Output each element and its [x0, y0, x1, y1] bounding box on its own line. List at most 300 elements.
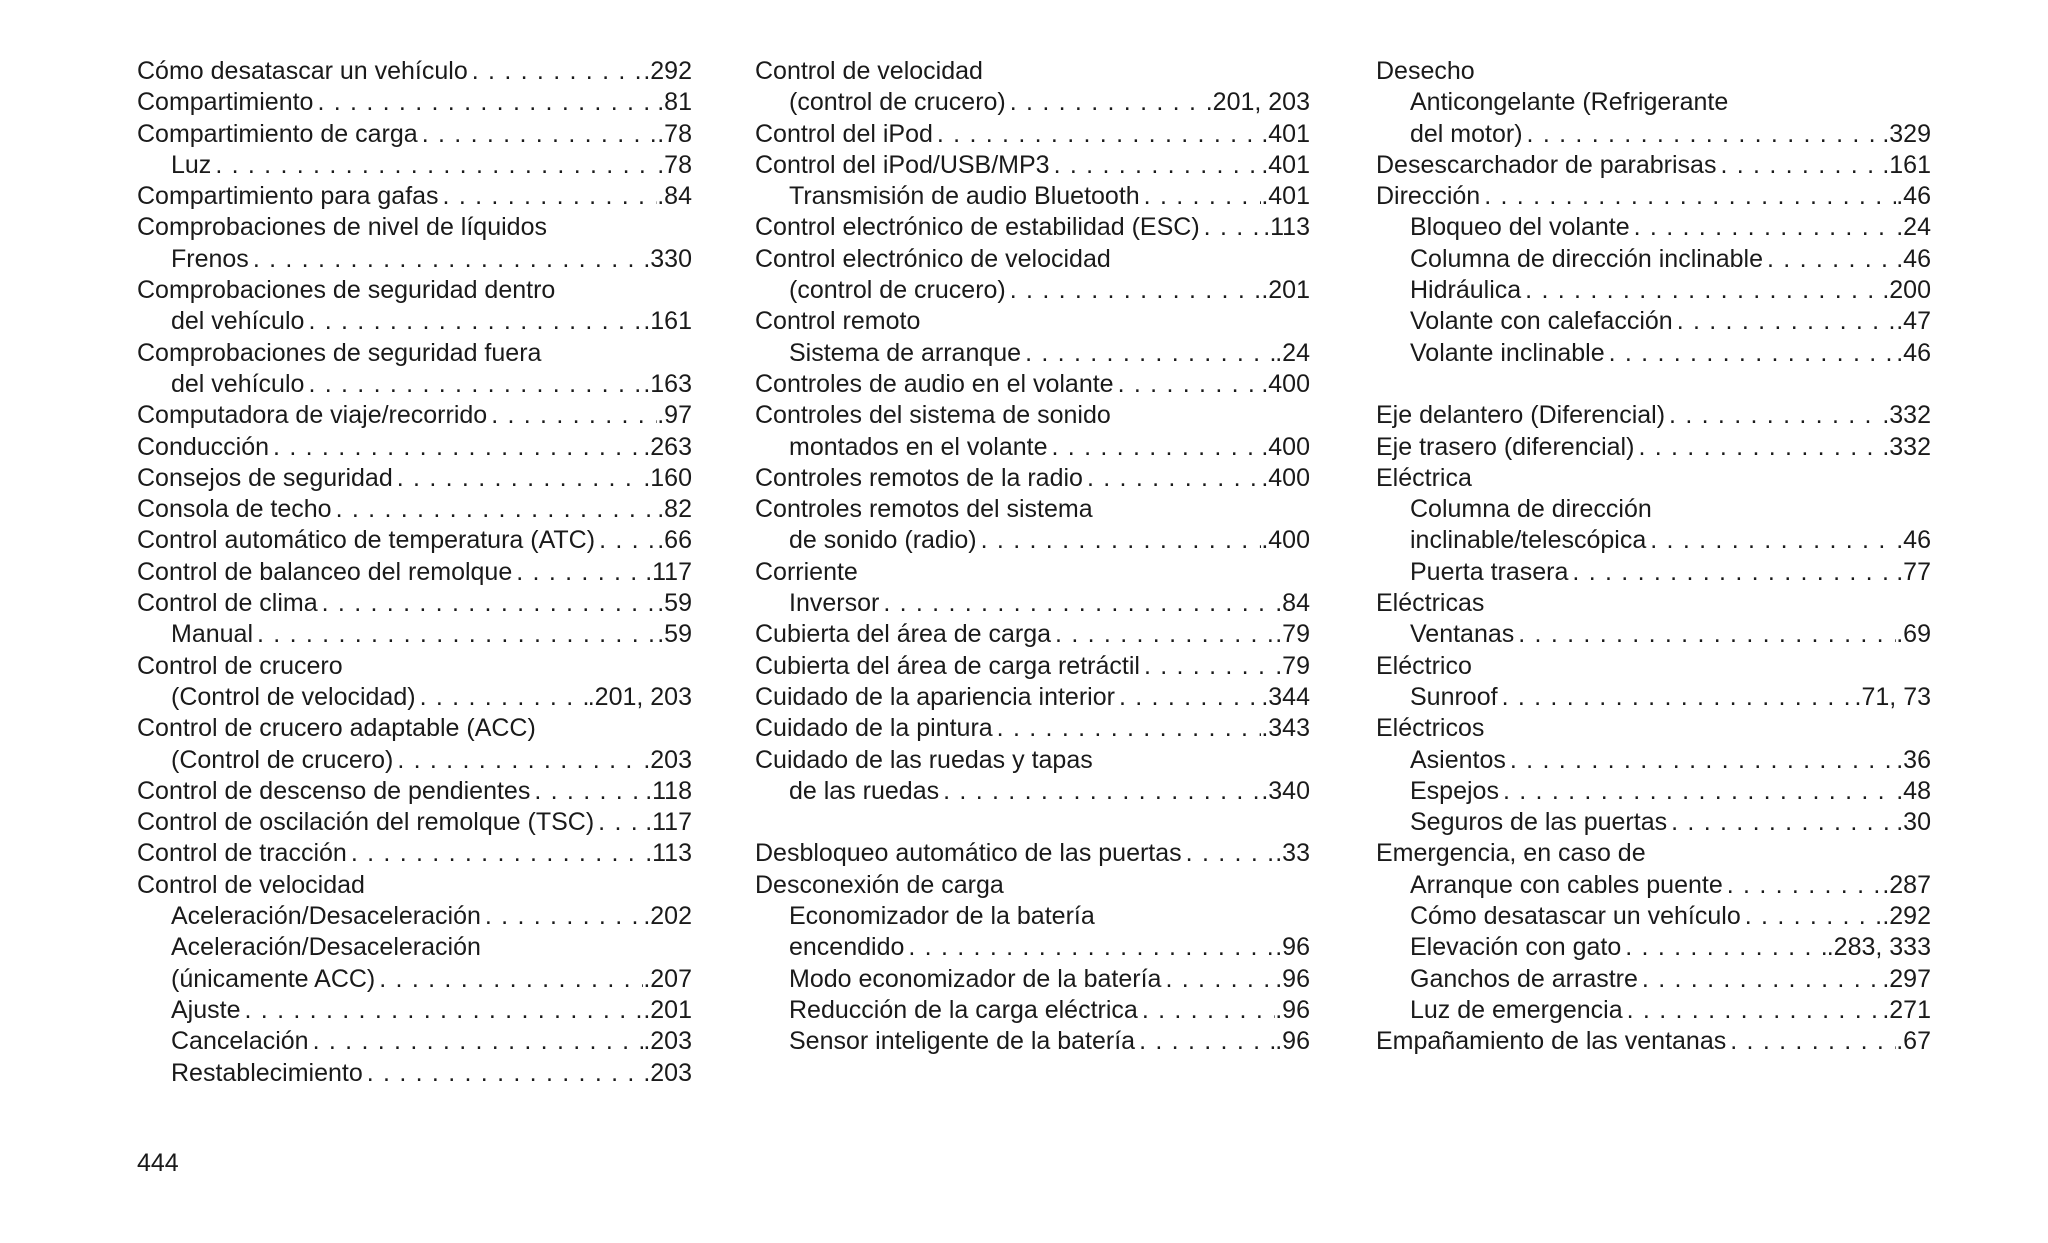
index-subentry: [1376, 745, 1931, 776]
dot-leader: [1726, 1026, 1896, 1057]
dot-leader: [594, 807, 645, 838]
index-page-ref: .329: [1882, 119, 1931, 148]
dot-leader: [1621, 932, 1826, 963]
index-entry: [137, 494, 692, 525]
index-term: Cómo desatascar un vehículo: [1410, 902, 1741, 931]
dot-leader: [211, 150, 657, 181]
index-subentry: [1376, 306, 1931, 337]
index-page-ref: .59: [657, 620, 692, 649]
index-term: Controles de audio en el volante: [755, 369, 1114, 398]
dot-leader: [1623, 995, 1883, 1026]
index-page-ref: .263: [643, 432, 692, 461]
index-term: Comprobaciones de seguridad fuera: [137, 338, 542, 367]
index-page-ref: .48: [1896, 776, 1931, 805]
index-page-ref: .292: [643, 57, 692, 85]
index-entry: [137, 119, 692, 150]
dot-leader: [1083, 463, 1261, 494]
index-subentry: [1376, 525, 1931, 556]
index-term: Control electrónico de estabilidad (ESC): [755, 213, 1200, 242]
index-term: Anticongelante (Refrigerante: [1410, 88, 1729, 117]
dot-leader: [1646, 525, 1896, 556]
dot-leader: [1048, 432, 1262, 463]
index-term: Luz: [171, 150, 212, 179]
dot-leader: [363, 1058, 644, 1089]
index-page-ref: .332: [1882, 401, 1931, 430]
dot-leader: [977, 525, 1262, 556]
index-entry: [137, 338, 692, 369]
index-term: Control de balanceo del remolque: [137, 557, 513, 586]
dot-leader: [933, 119, 1261, 150]
index-term: Cubierta del área de carga: [755, 620, 1052, 649]
index-term: Corriente: [755, 557, 858, 586]
index-entry: [137, 525, 692, 556]
index-term: Reducción de la carga eléctrica: [789, 995, 1138, 1024]
index-column-1: [137, 56, 692, 1089]
index-page-ref: .78: [657, 150, 692, 179]
dot-leader: [1763, 244, 1896, 275]
index-term: Dirección: [1376, 182, 1481, 211]
index-page-ref: .36: [1896, 745, 1931, 774]
dot-leader: [304, 306, 643, 337]
index-column-3: [1376, 56, 1931, 1058]
dot-leader: [1050, 150, 1262, 181]
dot-leader: [879, 588, 1275, 619]
index-term: Consola de techo: [137, 495, 332, 524]
index-entry: [755, 713, 1310, 744]
index-entry: [1376, 400, 1931, 431]
index-subentry: [755, 964, 1310, 995]
index-entry: [137, 212, 692, 243]
index-term: Economizador de la batería: [789, 902, 1095, 931]
index-term: de las ruedas: [789, 776, 940, 805]
index-term: Desescarchador de parabrisas: [1376, 150, 1717, 179]
index-term: Eje delantero (Diferencial): [1376, 401, 1666, 430]
index-term: Control de velocidad: [755, 57, 983, 85]
index-entry: [137, 588, 692, 619]
index-term: Elevación con gato: [1410, 933, 1622, 962]
dot-leader: [1140, 181, 1262, 212]
index-subentry: [1376, 119, 1931, 150]
index-term: Frenos: [171, 244, 249, 273]
dot-leader: [1161, 964, 1275, 995]
index-entry: [1376, 150, 1931, 181]
index-subentry: [137, 150, 692, 181]
index-term: Compartimiento de carga: [137, 119, 418, 148]
index-term: Restablecimiento: [171, 1058, 363, 1087]
index-entry: [755, 557, 1310, 588]
dot-leader: [1480, 181, 1896, 212]
index-page-ref: .82: [657, 495, 692, 524]
dot-leader: [1006, 275, 1262, 306]
index-term: (control de crucero): [789, 88, 1006, 117]
dot-leader: [1006, 87, 1206, 118]
index-term: Control de crucero adaptable (ACC): [137, 714, 536, 743]
index-term: Cubierta del área de carga retráctil: [755, 651, 1140, 680]
index-term: Sensor inteligente de la batería: [789, 1027, 1136, 1056]
index-term: Aceleración/Desaceleración: [171, 933, 481, 962]
index-page-ref: .97: [657, 401, 692, 430]
dot-leader: [1638, 964, 1882, 995]
index-term: Sunroof: [1410, 682, 1498, 711]
dot-leader: [249, 244, 644, 275]
dot-leader: [1498, 682, 1855, 713]
index-page-ref: .46: [1896, 526, 1931, 555]
dot-leader: [993, 713, 1262, 744]
index-term: Transmisión de audio Bluetooth: [789, 182, 1140, 211]
index-term: Seguros de las puertas: [1410, 808, 1668, 837]
page-number: 444: [137, 1149, 179, 1177]
index-page-ref: .81: [657, 88, 692, 117]
index-page-ref: .66: [657, 526, 692, 555]
dot-leader: [1634, 432, 1882, 463]
index-column-2: [755, 56, 1310, 1058]
index-subentry: [755, 932, 1310, 963]
index-term: Bloqueo del volante: [1410, 213, 1630, 242]
index-subentry: [755, 338, 1310, 369]
index-term: inclinable/telescópica: [1410, 526, 1647, 555]
dot-leader: [439, 181, 658, 212]
index-term: Control electrónico de velocidad: [755, 244, 1111, 273]
index-term: de sonido (radio): [789, 526, 977, 555]
index-entry: [137, 56, 692, 87]
dot-leader: [393, 745, 643, 776]
dot-leader: [1051, 619, 1275, 650]
dot-leader: [347, 838, 645, 869]
dot-leader: [1114, 369, 1262, 400]
index-entry: [137, 651, 692, 682]
index-subentry: [755, 181, 1310, 212]
index-term: Cuidado de la pintura: [755, 714, 993, 743]
index-term: Eléctricas: [1376, 589, 1485, 618]
dot-leader: [332, 494, 658, 525]
index-entry: [755, 306, 1310, 337]
index-entry: [1376, 181, 1931, 212]
index-term: Hidráulica: [1410, 276, 1522, 305]
index-term: Control de descenso de pendientes: [137, 776, 531, 805]
dot-leader: [1605, 338, 1897, 369]
index-entry: [755, 400, 1310, 431]
index-subentry: [1376, 807, 1931, 838]
index-entry: [137, 181, 692, 212]
index-page-ref: .203: [643, 745, 692, 774]
index-subentry: [1376, 494, 1931, 525]
index-subentry: [755, 87, 1310, 118]
index-entry: [1376, 651, 1931, 682]
index-term: Sistema de arranque: [789, 338, 1022, 367]
index-entry: [1376, 838, 1931, 869]
index-term: Control del iPod: [755, 119, 933, 148]
index-section-gap: [1376, 369, 1931, 400]
index-page-ref: .71, 73: [1854, 682, 1931, 711]
index-term: Inversor: [789, 589, 880, 618]
index-page-ref: .46: [1896, 338, 1931, 367]
index-subentry: [137, 964, 692, 995]
index-term: Control del iPod/USB/MP3: [755, 150, 1050, 179]
index-section-gap: [755, 807, 1310, 838]
index-term: Eléctricos: [1376, 714, 1485, 743]
index-page-ref: .96: [1275, 1027, 1310, 1056]
index-entry: [755, 494, 1310, 525]
index-entry: [137, 400, 692, 431]
index-term: Computadora de viaje/recorrido: [137, 401, 488, 430]
dot-leader: [309, 1026, 644, 1057]
dot-leader: [1200, 212, 1264, 243]
index-term: Cómo desatascar un vehículo: [137, 57, 468, 85]
index-page-ref: .330: [643, 244, 692, 273]
index-page-ref: .203: [643, 1027, 692, 1056]
index-term: Arranque con cables puente: [1410, 870, 1723, 899]
index-page-ref: .202: [643, 902, 692, 931]
index-entry: [755, 745, 1310, 776]
index-entry: [755, 369, 1310, 400]
dot-leader: [939, 776, 1261, 807]
index-subentry: [755, 525, 1310, 556]
index-page-ref: .332: [1882, 432, 1931, 461]
index-entry: [755, 838, 1310, 869]
index-subentry: [137, 244, 692, 275]
dot-leader: [1741, 901, 1883, 932]
dot-leader: [468, 56, 644, 87]
index-subentry: [1376, 557, 1931, 588]
dot-leader: [1506, 745, 1896, 776]
index-term: Desbloqueo automático de las puertas: [755, 839, 1182, 868]
dot-leader: [253, 619, 657, 650]
index-term: Control de clima: [137, 589, 318, 618]
index-term: Desecho: [1376, 57, 1475, 85]
index-subentry: [1376, 619, 1931, 650]
index-term: Controles remotos del sistema: [755, 495, 1093, 524]
index-entry: [137, 713, 692, 744]
index-page-ref: .96: [1275, 933, 1310, 962]
dot-leader: [375, 964, 643, 995]
index-page-ref: .113: [1263, 213, 1310, 242]
index-subentry: [755, 1026, 1310, 1057]
index-term: (únicamente ACC): [171, 964, 376, 993]
index-term: Controles remotos de la radio: [755, 463, 1083, 492]
index-entry: [137, 275, 692, 306]
index-page-ref: .96: [1275, 964, 1310, 993]
index-subentry: [755, 901, 1310, 932]
index-subentry: [755, 588, 1310, 619]
index-page-ref: .46: [1896, 244, 1931, 273]
index-page-ref: .77: [1896, 557, 1931, 586]
index-page-ref: .201: [643, 995, 692, 1024]
index-entry: [1376, 713, 1931, 744]
index-page-ref: .201, 203: [1205, 88, 1310, 117]
index-page-ref: .67: [1896, 1027, 1931, 1056]
dot-leader: [1667, 807, 1896, 838]
index-page-ref: .118: [645, 776, 692, 805]
dot-leader: [1182, 838, 1276, 869]
index-page-ref: .207: [643, 964, 692, 993]
index-term: Control remoto: [755, 307, 921, 336]
index-term: encendido: [789, 933, 905, 962]
dot-leader: [1630, 212, 1897, 243]
index-page-ref: .33: [1275, 839, 1310, 868]
index-page-ref: .84: [657, 182, 692, 211]
dot-leader: [318, 588, 658, 619]
index-subentry: [137, 619, 692, 650]
index-subentry: [137, 369, 692, 400]
index-page-ref: .59: [657, 589, 692, 618]
index-entry: [755, 619, 1310, 650]
dot-leader: [240, 995, 643, 1026]
index-term: montados en el volante: [789, 432, 1048, 461]
index-page-ref: .292: [1882, 902, 1931, 931]
dot-leader: [416, 682, 588, 713]
index-subentry: [1376, 244, 1931, 275]
index-page-ref: .340: [1261, 776, 1310, 805]
index-page-ref: .47: [1896, 307, 1931, 336]
index-subentry: [137, 901, 692, 932]
index-page-ref: .201, 203: [587, 682, 692, 711]
index-page-ref: .401: [1261, 182, 1310, 211]
dot-leader: [304, 369, 643, 400]
index-term: Empañamiento de las ventanas: [1376, 1027, 1727, 1056]
index-term: Controles del sistema de sonido: [755, 401, 1111, 430]
index-subentry: [137, 1026, 692, 1057]
index-subentry: [755, 432, 1310, 463]
index-page-ref: .96: [1275, 995, 1310, 1024]
index-page-ref: .79: [1275, 620, 1310, 649]
index-term: Puerta trasera: [1410, 557, 1569, 586]
index-subentry: [1376, 212, 1931, 243]
index-page-ref: .78: [657, 119, 692, 148]
index-subentry: [1376, 275, 1931, 306]
index-page-ref: .69: [1896, 620, 1931, 649]
index-term: Volante inclinable: [1410, 338, 1605, 367]
index-entry: [755, 212, 1310, 243]
index-entry: [1376, 56, 1931, 87]
index-term: Control automático de temperatura (ATC): [137, 526, 596, 555]
index-page-ref: .287: [1882, 870, 1931, 899]
index-term: Ganchos de arrastre: [1410, 964, 1638, 993]
dot-leader: [904, 932, 1275, 963]
index-subentry: [137, 995, 692, 1026]
index-page-ref: .400: [1261, 463, 1310, 492]
dot-leader: [530, 776, 645, 807]
index-term: Control de tracción: [137, 839, 347, 868]
index-subentry: [1376, 870, 1931, 901]
index-term: Eje trasero (diferencial): [1376, 432, 1635, 461]
index-term: Control de velocidad: [137, 870, 365, 899]
index-page-ref: .46: [1896, 182, 1931, 211]
index-term: Aceleración/Desaceleración: [171, 902, 481, 931]
index-page-ref: .24: [1896, 213, 1931, 242]
index-entry: [137, 432, 692, 463]
index-subentry: [137, 1058, 692, 1089]
index-page-ref: .161: [1882, 150, 1931, 179]
index-term: del vehículo: [171, 307, 305, 336]
index-page-ref: .200: [1882, 276, 1931, 305]
index-page-ref: .401: [1261, 119, 1310, 148]
index-term: Compartimiento para gafas: [137, 182, 439, 211]
index-term: Cancelación: [171, 1027, 309, 1056]
index-term: (Control de crucero): [171, 745, 394, 774]
index-subentry: [1376, 338, 1931, 369]
index-subentry: [1376, 901, 1931, 932]
index-term: del motor): [1410, 119, 1523, 148]
index-term: Comprobaciones de nivel de líquidos: [137, 213, 547, 242]
index-page-ref: .117: [645, 808, 692, 837]
index-entry: [1376, 1026, 1931, 1057]
index-entry: [137, 87, 692, 118]
index-subentry: [137, 682, 692, 713]
index-entry: [137, 557, 692, 588]
index-term: del vehículo: [171, 369, 305, 398]
index-term: Espejos: [1410, 776, 1499, 805]
index-subentry: [1376, 87, 1931, 118]
index-subentry: [1376, 995, 1931, 1026]
index-page-ref: .271: [1882, 995, 1931, 1024]
index-page-ref: .297: [1882, 964, 1931, 993]
index-term: Volante con calefacción: [1410, 307, 1673, 336]
index-page-ref: .401: [1261, 150, 1310, 179]
index-entry: [755, 56, 1310, 87]
index-page-ref: .400: [1261, 369, 1310, 398]
index-page-ref: .160: [643, 463, 692, 492]
dot-leader: [1140, 651, 1275, 682]
index-entry: [755, 244, 1310, 275]
index-term: Manual: [171, 620, 253, 649]
index-term: (Control de velocidad): [171, 682, 416, 711]
dot-leader: [1665, 400, 1882, 431]
index-term: Consejos de seguridad: [137, 463, 393, 492]
index-page-ref: .24: [1275, 338, 1310, 367]
dot-leader: [1716, 150, 1882, 181]
dot-leader: [1723, 870, 1883, 901]
dot-leader: [418, 119, 658, 150]
dot-leader: [487, 400, 657, 431]
index-entry: [755, 119, 1310, 150]
dot-leader: [1673, 306, 1897, 337]
index-page-ref: .400: [1261, 432, 1310, 461]
index-entry: [755, 870, 1310, 901]
index-subentry: [1376, 932, 1931, 963]
index-term: Eléctrico: [1376, 651, 1472, 680]
index-term: Desconexión de carga: [755, 870, 1004, 899]
index-subentry: [755, 275, 1310, 306]
index-page-ref: .344: [1261, 682, 1310, 711]
dot-leader: [1135, 1026, 1275, 1057]
index-subentry: [137, 306, 692, 337]
index-page-ref: .117: [645, 557, 692, 586]
dot-leader: [1514, 619, 1896, 650]
dot-leader: [269, 432, 643, 463]
index-page-ref: .30: [1896, 808, 1931, 837]
index-subentry: [1376, 964, 1931, 995]
index-subentry: [755, 776, 1310, 807]
index-entry: [1376, 432, 1931, 463]
index-entry: [137, 776, 692, 807]
index-term: Ventanas: [1410, 620, 1515, 649]
dot-leader: [595, 525, 657, 556]
index-entry: [755, 150, 1310, 181]
index-page-ref: .79: [1275, 651, 1310, 680]
index-page-ref: .84: [1275, 589, 1310, 618]
index-page-ref: .400: [1261, 526, 1310, 555]
index-entry: [1376, 463, 1931, 494]
dot-leader: [1521, 275, 1882, 306]
dot-leader: [1021, 338, 1275, 369]
dot-leader: [1568, 557, 1896, 588]
index-term: Columna de dirección inclinable: [1410, 244, 1763, 273]
index-term: Ajuste: [171, 995, 241, 1024]
index-term: Emergencia, en caso de: [1376, 839, 1646, 868]
index-subentry: [137, 745, 692, 776]
index-term: Luz de emergencia: [1410, 995, 1623, 1024]
dot-leader: [1523, 119, 1883, 150]
